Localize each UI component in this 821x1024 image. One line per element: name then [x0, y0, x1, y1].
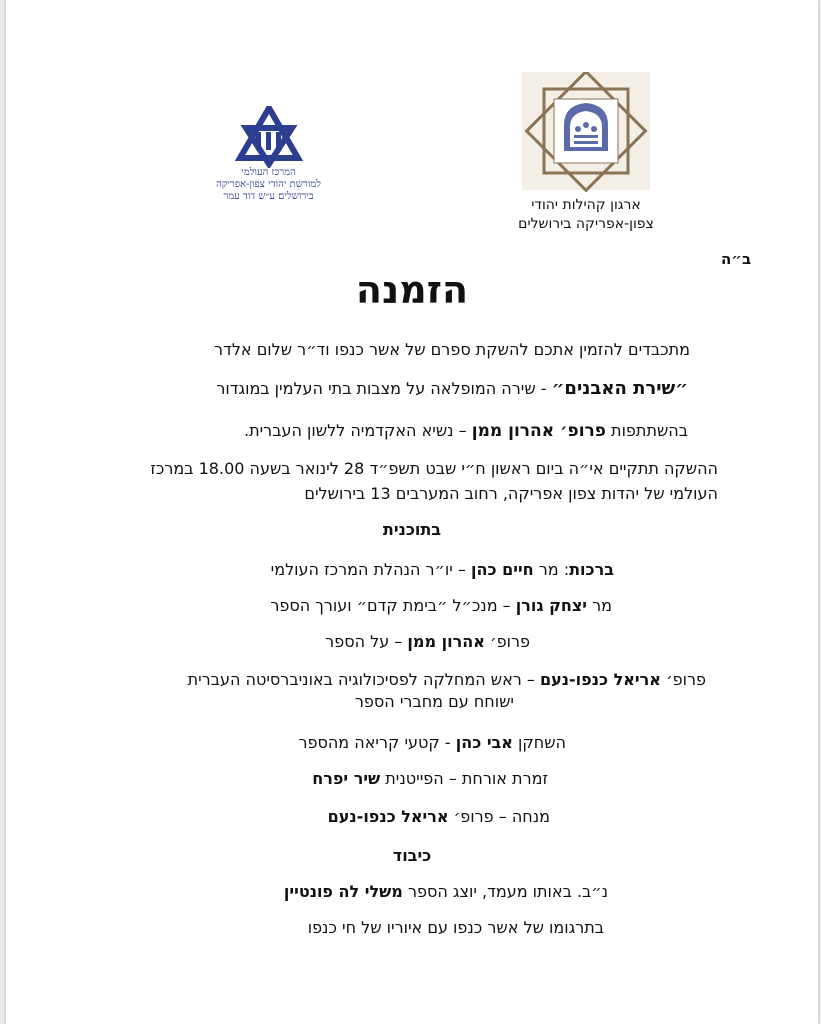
program-item-name: אריאל כנפו-נעם [539, 670, 661, 689]
program-item-name: חיים כהן [470, 560, 534, 579]
program-item-role: – על הספר [325, 632, 408, 651]
program-item-label: ברכות [569, 560, 614, 579]
program-item-prefix: פרופ׳ [484, 632, 530, 651]
program-item-name: יצחק גורן [515, 596, 588, 615]
program-item-actor [298, 733, 566, 752]
program-item-name: אהרון ממן [407, 632, 485, 651]
event-line2: העולמי של יהדות צפון אפריקה, רחוב המערבים 13 בירושלים [304, 484, 718, 503]
left-logo-caption-line1: המרכז העולמי [241, 167, 296, 178]
partner-name: פרופ׳ אהרון ממן [471, 421, 606, 441]
book-description: - שירה המופלאה על מצבות בתי העלמין במוגדור [216, 379, 552, 398]
partner-prefix: בהשתתפות [605, 421, 688, 440]
program-item-role: – ראש המחלקה לפסיכולוגיה באוניברסיטה העברית [187, 670, 540, 689]
program-item-singer [312, 769, 548, 788]
singer-name: שיר יפרח [312, 769, 381, 788]
actor-name: אבי כהן [455, 733, 513, 752]
program-item-role: – מנכ״ל ״בימת קדם״ ועורך הספר [270, 596, 516, 615]
right-logo-caption [506, 196, 666, 234]
page-title: הזמנה [355, 268, 469, 312]
refreshments-heading: כיבוד [392, 846, 432, 865]
program-item-mid: : מר [533, 560, 570, 579]
footer-nb-line [284, 882, 608, 901]
left-logo-caption [196, 167, 341, 203]
invitation-page [6, 0, 818, 1024]
program-item-psychology [188, 670, 706, 689]
footer-translation-line: בתרגומו של אשר כנפו עם איוריו של חי כנפו [307, 918, 604, 937]
nb-prefix: נ״ב. באותו מעמד, יוצג הספר [402, 882, 608, 901]
program-heading: בתוכנית [382, 520, 442, 539]
bh-marking: ב״ה [721, 250, 752, 268]
partner-suffix: – נשיא האקדמיה ללשון העברית. [244, 421, 472, 440]
nb-book-name: משלי לה פונטיין [283, 882, 403, 901]
left-logo-caption-line3: בירושלים ע״ש דוד עמר [223, 191, 314, 202]
right-logo-caption-line2: צפון-אפריקה בירושלים [518, 216, 654, 232]
program-item-host [328, 807, 550, 826]
program-item-about-book [325, 632, 530, 651]
left-logo-caption-line2: למורשת יהודי צפון-אפריקה [216, 179, 321, 190]
book-title: ״שירת האבנים״ [551, 378, 688, 399]
program-item-role: – יו״ר הנהלת המרכז העולמי [270, 560, 471, 579]
star-of-david-logo-icon [234, 106, 304, 168]
intro-line: מתכבדים להזמין אתכם להשקת ספרם של אשר כנפו וד״ר שלום אלדר [214, 340, 690, 359]
program-item-prefix: מר [587, 596, 612, 615]
event-line1: ההשקה תתקיים אי״ה ביום ראשון ח״י שבט תשפ״ד 28 לינואר בשעה 18.00 במרכז [150, 459, 718, 478]
partner-line [244, 421, 688, 441]
ornament-logo-icon [520, 72, 652, 192]
host-name: אריאל כנפו-נעם [327, 807, 449, 826]
book-line [216, 378, 688, 399]
actor-prefix: השחקן [512, 733, 566, 752]
singer-prefix: זמרת אורחת – הפייטנית [380, 769, 548, 788]
program-item-greetings [271, 560, 614, 579]
host-prefix: מנחה – פרופ׳ [448, 807, 550, 826]
right-logo-caption-line1: ארגון קהילות יהודי [531, 197, 641, 213]
program-item-psychology-line2: ישוחח עם מחברי הספר [354, 692, 514, 711]
program-item-prefix: פרופ׳ [660, 670, 706, 689]
actor-role: - קטעי קריאה מהספר [298, 733, 456, 752]
program-item-editor [270, 596, 612, 615]
